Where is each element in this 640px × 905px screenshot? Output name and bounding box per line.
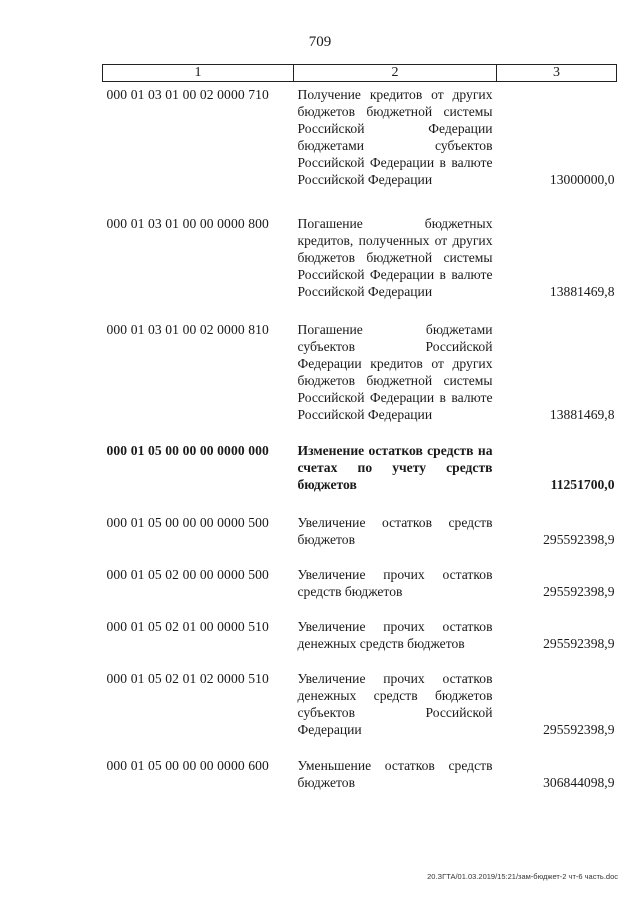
budget-code: 000 01 05 02 01 00 0000 510 (106, 619, 269, 634)
budget-code: 000 01 05 00 00 00 0000 600 (106, 758, 269, 773)
item-amount: 13000000,0 (549, 172, 615, 187)
item-name: Получение кредитов от других бюджетов бюджетной системы Российской Федерации бюджетами субъектов Российской Федерации в валюте Российской Федерации (297, 87, 493, 187)
item-name: Погашение бюджетных кредитов, полученных от других бюджетов бюджетной системы Российской Федерации в валюте Российской Федерации (297, 216, 493, 299)
item-name: Увеличение прочих остатков денежных средств бюджетов субъектов Российской Федерации (297, 671, 493, 737)
item-name: Увеличение прочих остатков средств бюджетов (297, 567, 493, 599)
column-header-1: 1 (103, 65, 294, 82)
item-name: Изменение остатков средств на счетах по учету средств бюджетов (297, 443, 493, 492)
item-amount: 295592398,9 (543, 722, 615, 737)
budget-table (102, 64, 617, 791)
budget-code: 000 01 03 01 00 02 0000 710 (106, 87, 269, 102)
item-amount: 11251700,0 (550, 477, 615, 492)
item-amount: 295592398,9 (543, 532, 615, 547)
table-row (103, 600, 617, 652)
item-name: Увеличение прочих остатков денежных средств бюджетов (297, 619, 493, 651)
table-row (103, 738, 617, 791)
item-amount: 13881469,8 (549, 407, 615, 422)
item-name: Погашение бюджетами субъектов Российской Федерации кредитов от других бюджетов бюджетной системы Российской Федерации в валюте Российской Федерации (297, 322, 493, 422)
budget-code: 000 01 03 01 00 00 0000 800 (106, 216, 269, 231)
table-row (103, 493, 617, 548)
budget-code: 000 01 05 00 00 00 0000 000 (106, 443, 269, 458)
table-row (103, 652, 617, 738)
budget-code: 000 01 03 01 00 02 0000 810 (106, 322, 269, 337)
table-row (103, 548, 617, 600)
column-header-3: 3 (497, 65, 617, 82)
document-footer: 20.ЗГТА/01.03.2019/15:21/зам-бюджет-2 чт-6 часть.doc (427, 872, 618, 881)
table-row (103, 300, 617, 423)
table-row (103, 188, 617, 300)
table-row (103, 82, 617, 189)
item-amount: 295592398,9 (543, 636, 615, 651)
page-number: 709 (308, 34, 332, 50)
column-header-2: 2 (294, 65, 497, 82)
item-amount: 295592398,9 (543, 584, 615, 599)
item-amount: 13881469,8 (549, 284, 615, 299)
table-row (103, 423, 617, 493)
item-name: Уменьшение остатков средств бюджетов (297, 758, 493, 790)
budget-code: 000 01 05 02 01 02 0000 510 (106, 671, 269, 686)
budget-code: 000 01 05 00 00 00 0000 500 (106, 515, 269, 530)
table-header-row (103, 65, 617, 82)
item-amount: 306844098,9 (543, 775, 615, 790)
budget-code: 000 01 05 02 00 00 0000 500 (106, 567, 269, 582)
item-name: Увеличение остатков средств бюджетов (297, 515, 493, 547)
